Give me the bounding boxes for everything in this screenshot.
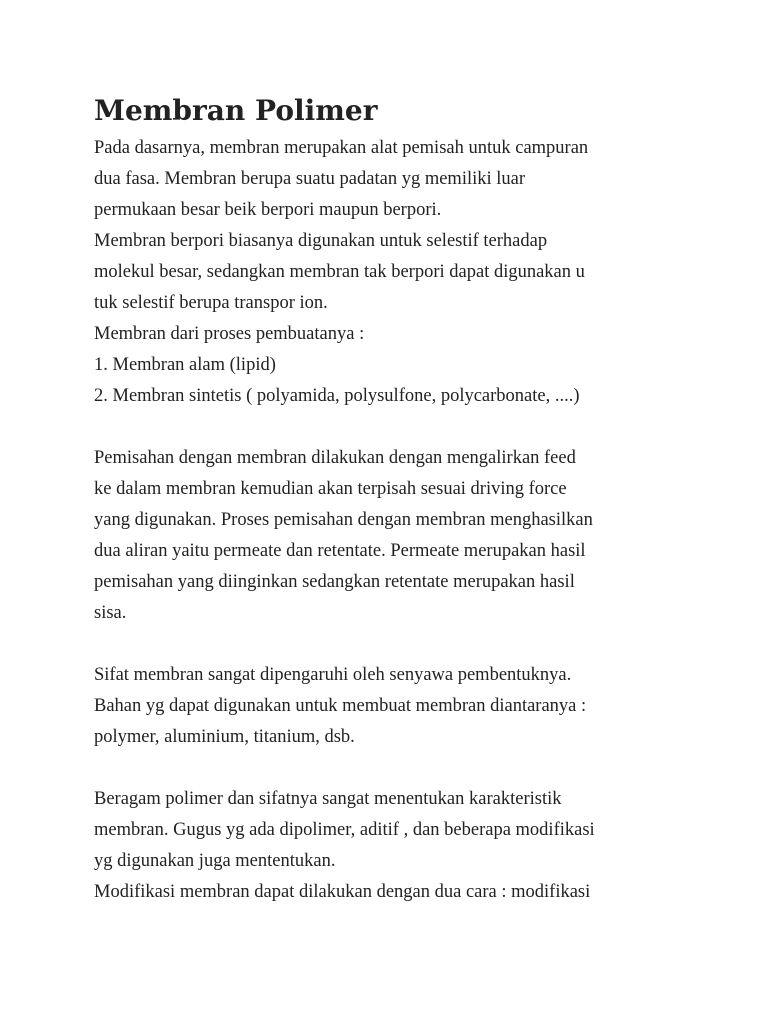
text-line: pemisahan yang diinginkan sedangkan retentate merupakan hasil	[94, 572, 575, 592]
text-line: Membran dari proses pembuatanya :	[94, 324, 365, 344]
text-line: sisa.	[94, 603, 127, 623]
text-line: polymer, aluminium, titanium, dsb.	[94, 727, 355, 747]
text-line: dua fasa. Membran berupa suatu padatan yg memiliki luar	[94, 169, 526, 189]
text-line: Sifat membran sangat dipengaruhi oleh senyawa pembentuknya.	[94, 665, 572, 685]
text-line: membran. Gugus yg ada dipolimer, aditif , dan beberapa modifikasi	[94, 820, 595, 840]
text-line: molekul besar, sedangkan membran tak berpori dapat digunakan u	[94, 262, 585, 282]
text-line: Bahan yg dapat digunakan untuk membuat membran diantaranya :	[94, 696, 587, 716]
text-line: tuk selestif berupa transpor ion.	[94, 293, 328, 313]
text-line: Beragam polimer dan sifatnya sangat menentukan karakteristik	[94, 789, 562, 809]
text-line: dua aliran yaitu permeate dan retentate. Permeate merupakan hasil	[94, 541, 586, 561]
text-line: Pemisahan dengan membran dilakukan dengan mengalirkan feed	[94, 448, 576, 468]
text-line: Pada dasarnya, membran merupakan alat pemisah untuk campuran	[94, 138, 589, 158]
paragraph-gap	[94, 753, 714, 784]
text-line: Membran berpori biasanya digunakan untuk selestif terhadap	[94, 231, 548, 251]
text-line: Modifikasi membran dapat dilakukan dengan dua cara : modifikasi	[94, 882, 591, 902]
text-line: yg digunakan juga mententukan.	[94, 851, 336, 871]
list-item: 2. Membran sintetis ( polyamida, polysulfone, polycarbonate, ....)	[94, 386, 580, 406]
text-line: ke dalam membran kemudian akan terpisah sesuai driving force	[94, 479, 567, 499]
paragraph-gap	[94, 412, 714, 443]
document-body	[94, 133, 714, 908]
paragraph-gap	[94, 629, 714, 660]
text-line: yang digunakan. Proses pemisahan dengan membran menghasilkan	[94, 510, 593, 530]
document-title: Membran Polimer	[94, 94, 378, 127]
list-item: 1. Membran alam (lipid)	[94, 355, 276, 375]
text-line: permukaan besar beik berpori maupun berpori.	[94, 200, 442, 220]
